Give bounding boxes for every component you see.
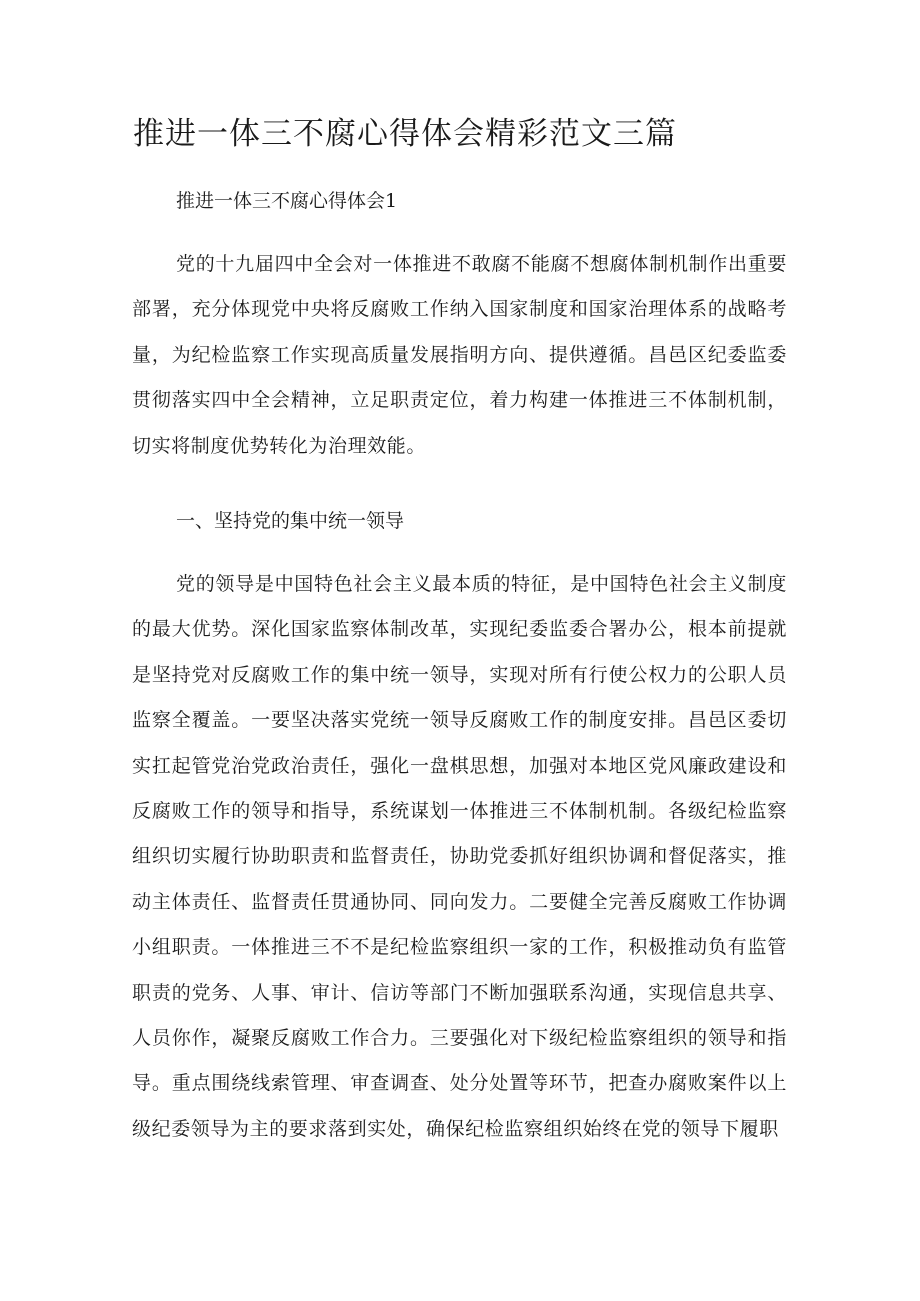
paragraph-1: 党的十九届四中全会对一体推进不敢腐不能腐不想腐体制机制作出重要部署，充分体现党中央将反腐败工作纳入国家制度和国家治理体系的战略考量，为纪检监察工作实现高质量发展指明方向、提供遵循。昌邑区纪委监委贯彻落实四中全会精神，立足职责定位，着力构建一体推进三不体制机制，切实将制度优势转化为治理效能。	[132, 253, 787, 457]
section-heading-1: 一、坚持党的集中统一领导	[176, 510, 405, 532]
document-subtitle: 推进一体三不腐心得体会1	[176, 190, 398, 212]
document-title: 推进一体三不腐心得体会精彩范文三篇	[133, 116, 677, 152]
paragraph-2: 党的领导是中国特色社会主义最本质的特征，是中国特色社会主义制度的最大优势。深化国家监察体制改革，实现纪委监委合署办公，根本前提就是坚持党对反腐败工作的集中统一领导，实现对所有行使公权力的公职人员监察全覆盖。一要坚决落实党统一领导反腐败工作的制度安排。昌邑区委切实扛起管党治党政治责任，强化一盘棋思想，加强对本地区党风廉政建设和反腐败工作的领导和指导，系统谋划一体推进三不体制机制。各级纪检监察组织切实履行协助职责和监督责任，协助党委抓好组织协调和督促落实，推动主体责任、监督责任贯通协同、同向发力。二要健全完善反腐败工作协调小组职责。一体推进三不不是纪检监察组织一家的工作，积极推动负有监管职责的党务、人事、审计、信访等部门不断加强联系沟通，实现信息共享、人员你作，凝聚反腐败工作合力。三要强化对下级纪检监察组织的领导和指导。重点围绕线索管理、审查调查、处分处置等环节，把查办腐败案件以上级纪委领导为主的要求落到实处，确保纪检监察组织始终在党的领导下履职	[132, 573, 787, 1140]
